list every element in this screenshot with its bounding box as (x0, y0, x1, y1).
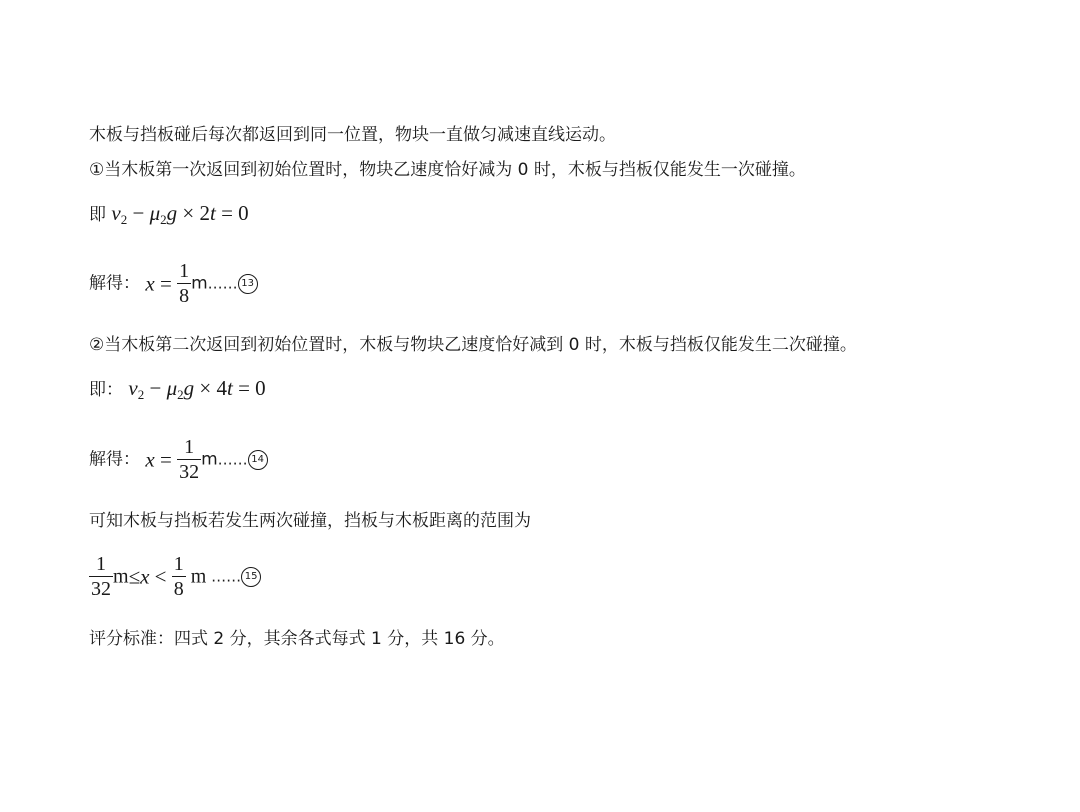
equation-number-14: 14 (248, 450, 268, 470)
var-g: g (166, 201, 178, 225)
operator: × 4 (194, 376, 227, 400)
subscript: 2 (160, 212, 167, 227)
var-v: v (111, 201, 121, 225)
subscript: 2 (137, 387, 145, 402)
numerator: 1 (89, 552, 113, 577)
equation-two-prefix: 即： (89, 380, 123, 400)
equation-number-13: 13 (238, 274, 258, 294)
subscript: 2 (120, 212, 128, 227)
solution-one-prefix: 解得： (89, 273, 140, 294)
unit: m (185, 565, 207, 588)
equals-sign: = (154, 447, 178, 472)
equation-one-prefix: 即 (89, 205, 106, 225)
denominator: 32 (91, 578, 111, 600)
unit: m (191, 273, 208, 294)
equation-two-math (128, 376, 265, 400)
equation-number-15: 15 (241, 567, 261, 587)
denominator: 8 (173, 578, 184, 600)
subscript: 2 (177, 387, 184, 402)
equation-one (89, 201, 249, 232)
var-x: x (140, 564, 150, 589)
equals-sign: = (154, 271, 178, 296)
unit: m (201, 449, 218, 470)
operator: − (127, 201, 150, 225)
intro-text: 木板与挡板碰后每次都返回到同一位置，物块一直做匀减速直线运动。 (89, 125, 616, 145)
var-g: g (183, 376, 195, 400)
var-mu: μ (149, 201, 161, 225)
var-x: x (145, 447, 155, 472)
solution-one (89, 259, 258, 308)
grading-text: 评分标准：四式 2 分，其余各式每式 1 分，共 16 分。 (89, 629, 505, 649)
numerator: 1 (177, 435, 201, 460)
unit: m (113, 565, 129, 588)
fraction-one-thirty-second (89, 552, 113, 601)
operator: − (144, 376, 167, 400)
ellipsis: …… (217, 450, 248, 469)
denominator: 32 (179, 461, 200, 483)
ellipsis: …… (207, 274, 238, 293)
solution-two (89, 435, 268, 484)
operator: = 0 (232, 376, 266, 400)
fraction-one-eighth (172, 552, 186, 601)
var-v: v (128, 376, 138, 400)
var-t: t (226, 376, 233, 400)
solution-two-prefix: 解得： (89, 449, 140, 470)
leq-sign: ≤ (128, 564, 141, 589)
lt-sign: < (149, 564, 172, 589)
operator: = 0 (215, 201, 249, 225)
var-mu: μ (166, 376, 178, 400)
case-one-text: ①当木板第一次返回到初始位置时，物块乙速度恰好减为 0 时，木板与挡板仅能发生一次碰撞。 (89, 160, 806, 180)
ellipsis: …… (206, 567, 242, 586)
conclusion-text: 可知木板与挡板若发生两次碰撞，挡板与木板距离的范围为 (89, 511, 531, 531)
var-t: t (209, 201, 216, 225)
equation-two (89, 376, 266, 407)
fraction-one-thirty-second (177, 435, 201, 484)
fraction-one-eighth (177, 259, 191, 308)
numerator: 1 (173, 553, 184, 575)
operator: × 2 (177, 201, 210, 225)
case-two-text: ②当木板第二次返回到初始位置时，木板与物块乙速度恰好减到 0 时，木板与挡板仅能发生二次碰撞。 (89, 335, 857, 355)
equation-one-math (111, 201, 248, 225)
var-x: x (145, 271, 155, 296)
range-inequality (89, 552, 261, 601)
numerator: 1 (179, 260, 190, 282)
denominator: 8 (179, 285, 190, 307)
